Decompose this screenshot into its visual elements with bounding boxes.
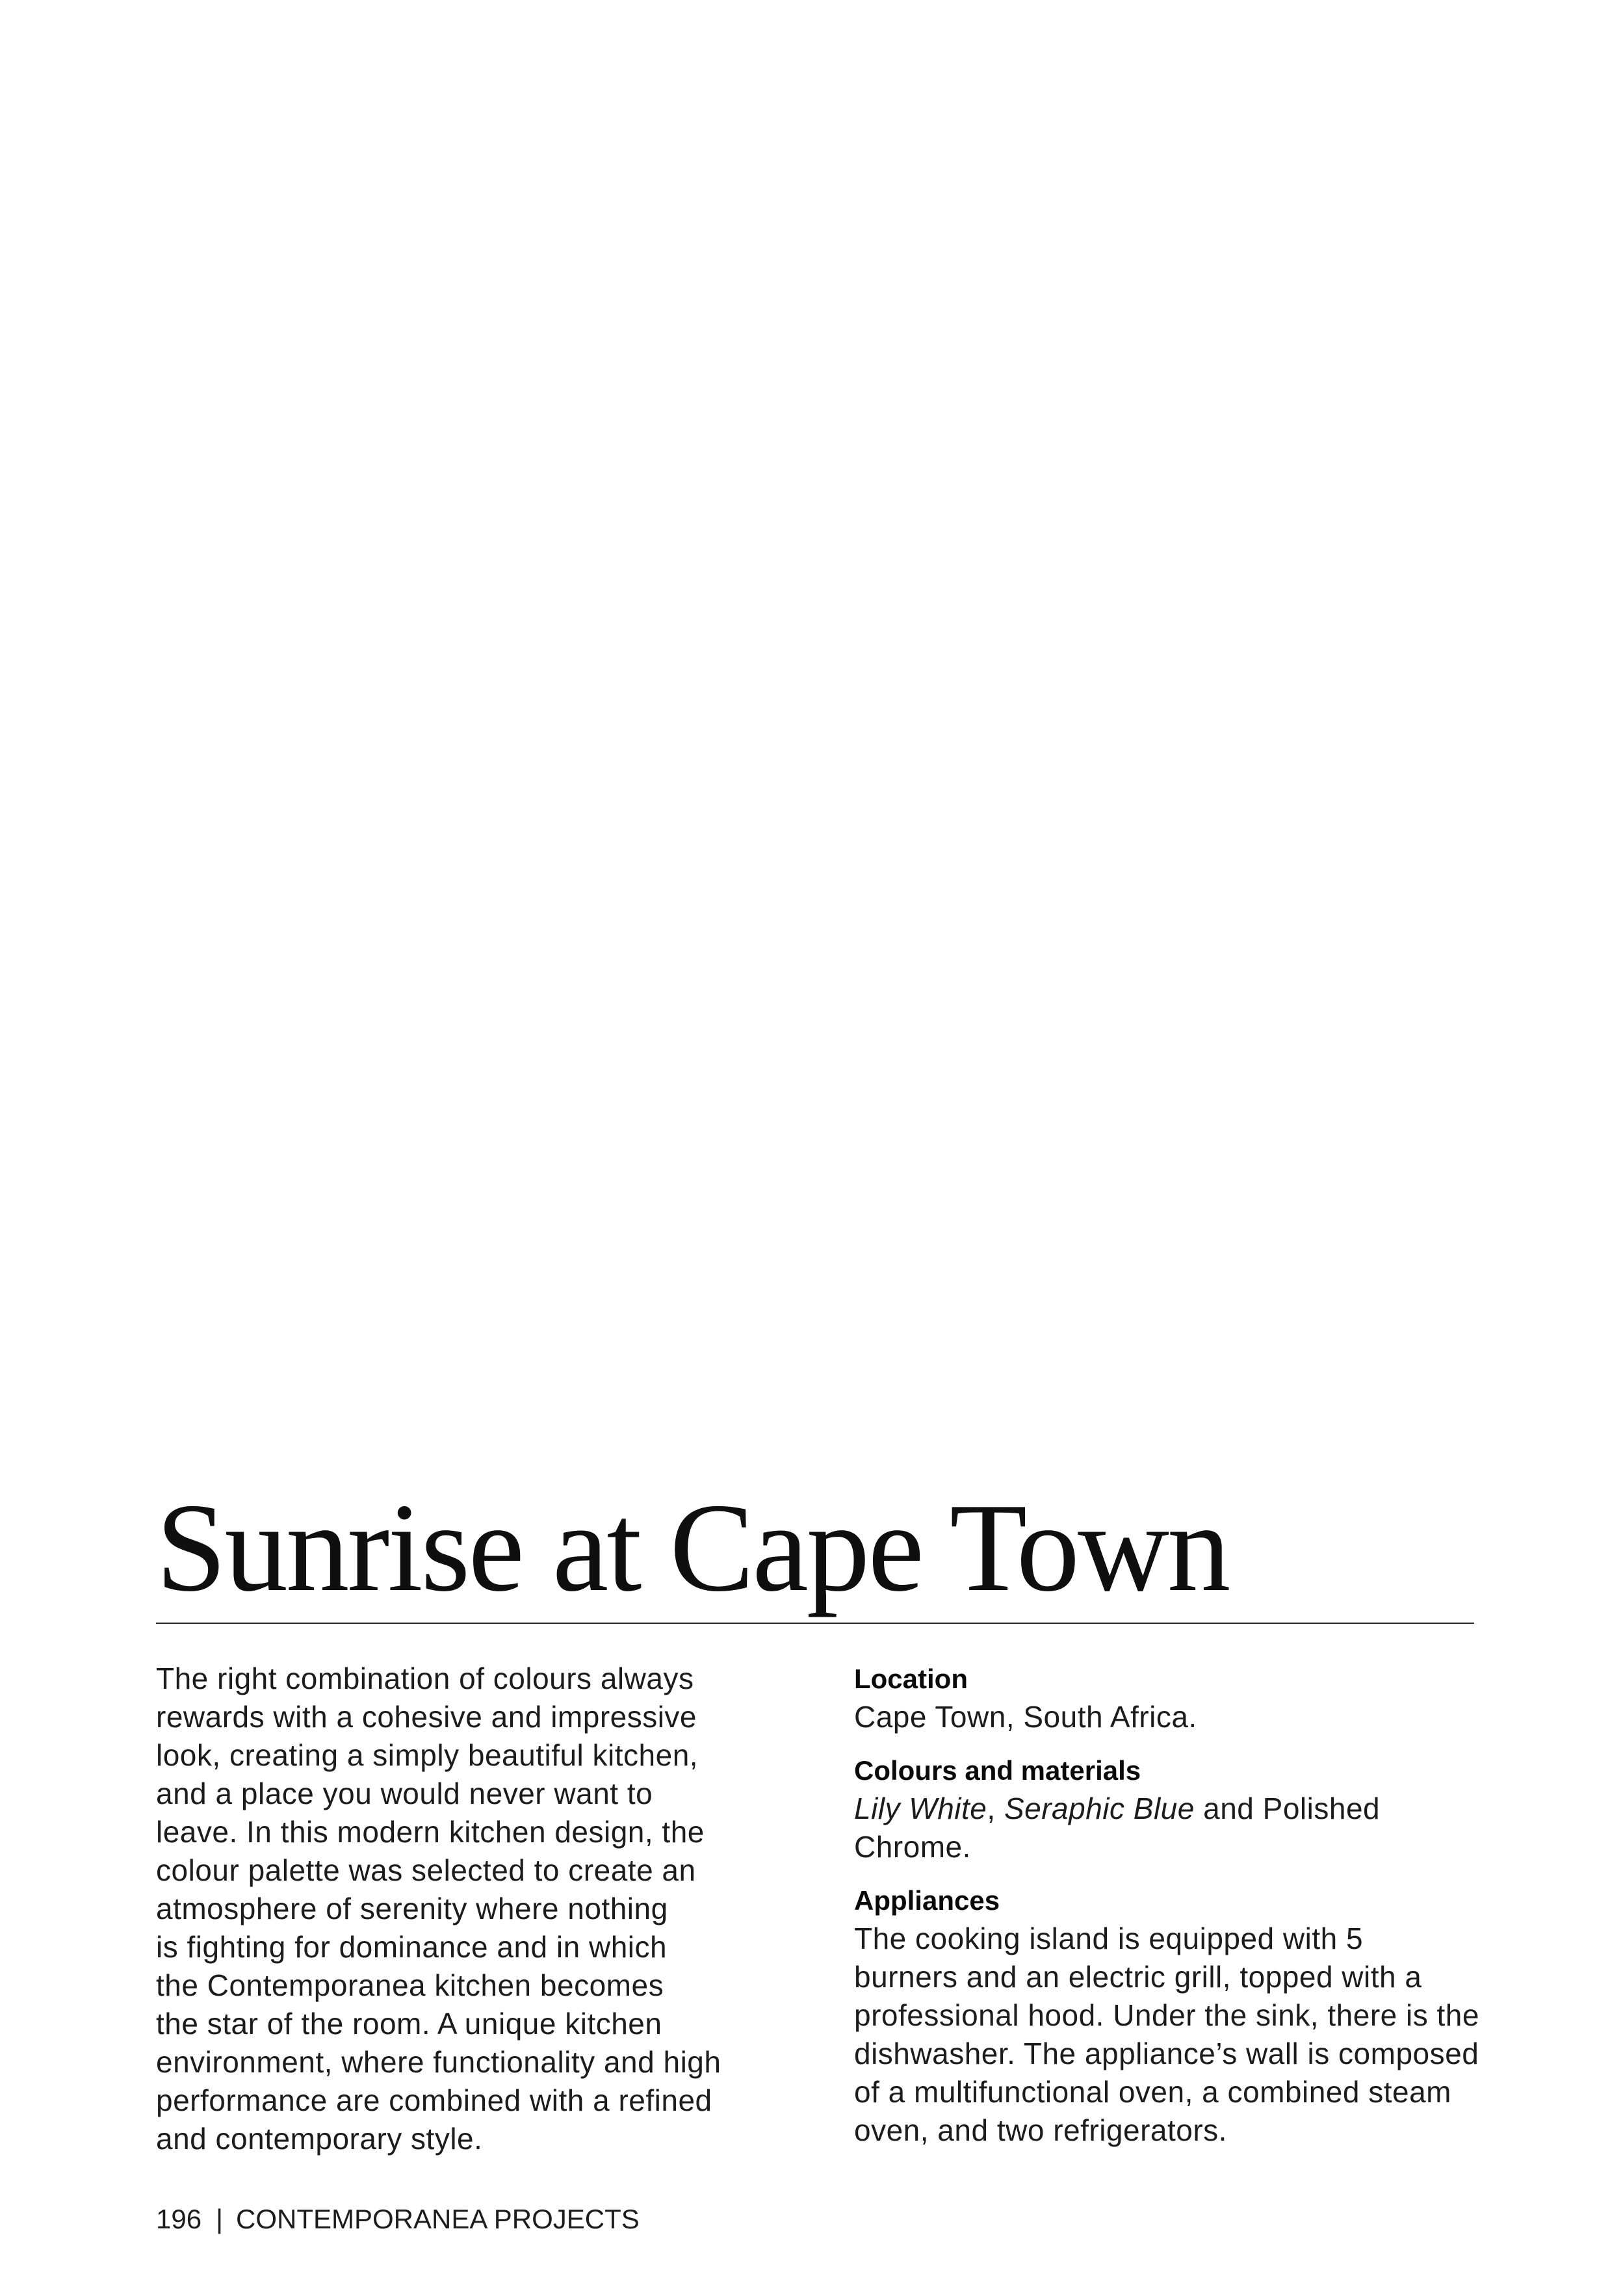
footer-section-title: CONTEMPORANEA PROJECTS — [236, 2204, 640, 2234]
material-lily-white: Lily White — [854, 1792, 987, 1825]
title-divider — [156, 1623, 1474, 1624]
footer-separator: | — [216, 2204, 223, 2234]
location-value: Cape Town, South Africa. — [854, 1700, 1197, 1734]
location-label: Location — [854, 1663, 968, 1694]
colours-value — [854, 1790, 1479, 1866]
colours-label: Colours and materials — [854, 1755, 1141, 1786]
appliances-label: Appliances — [854, 1885, 1000, 1916]
page-number: 196 — [156, 2204, 202, 2234]
page-footer — [156, 2200, 640, 2238]
appliances-section — [854, 1881, 1479, 2150]
location-section — [854, 1660, 1479, 1736]
appliances-text: The cooking island is equipped with 5 burners and an electric grill, topped with a professional hood. Under the sink, there is the dishwasher. The appliance’s wall is composed of a multifunctional oven, a combined steam oven, and two refrigerators. — [854, 1922, 1479, 2147]
colours-section — [854, 1751, 1479, 1866]
material-seraphic-blue: Seraphic Blue — [1004, 1792, 1195, 1825]
materials-separator: , — [987, 1792, 1004, 1825]
intro-paragraph: The right combination of colours always rewards with a cohesive and impressive look, creating a simply beautiful kitchen, and a place you would never want to leave. In this modern kitchen design, the colour palette was selected to create an atmosphere of serenity where nothing is fighting for dominance and in which the Contemporanea kitchen becomes the star of the room. A unique kitchen environment, where functionality and high performance are combined with a refined and contemporary style. — [156, 1662, 721, 2156]
page-title: Sunrise at Cape Town — [156, 1478, 1229, 1618]
project-details — [854, 1660, 1479, 2165]
materials-rest: and Polished Chrome. — [854, 1792, 1381, 1864]
